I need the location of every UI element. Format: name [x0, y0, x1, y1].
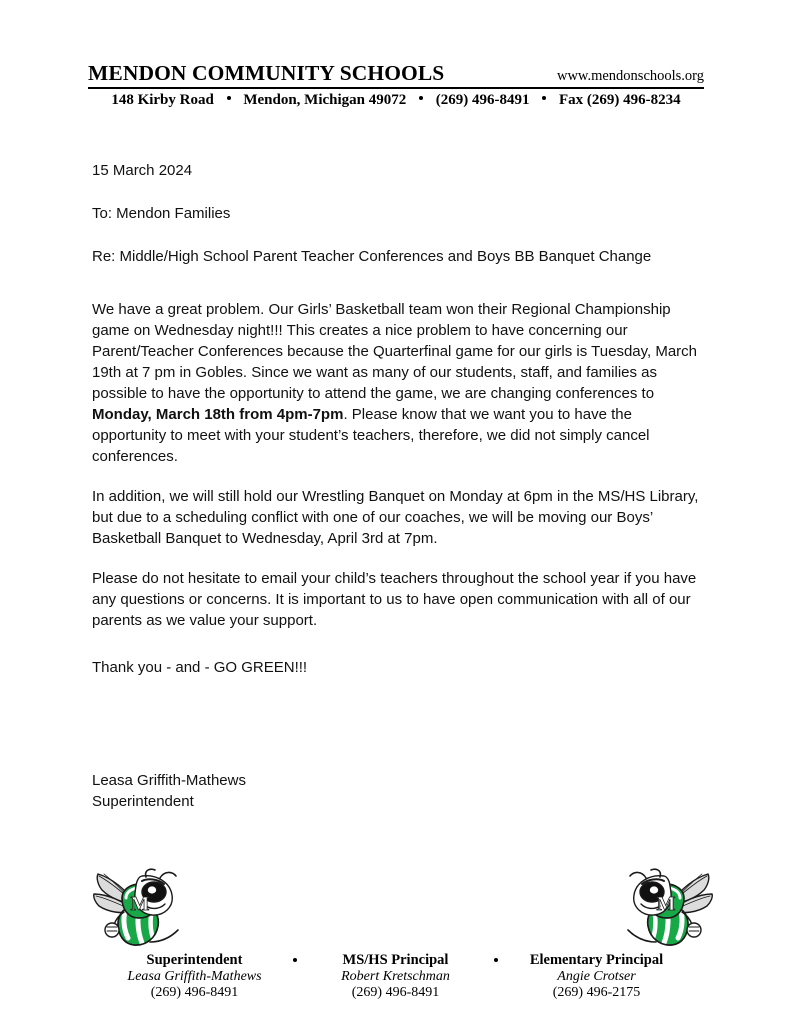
separator-dot-icon [533, 91, 555, 110]
paragraph-banquets: In addition, we will still hold our Wrestling Banquet on Monday at 6pm in the MS/HS Library, but due to a scheduling conflict with one of our coaches, we will be moving our Boys’ Basketball Banquet to Wednesday, April 3rd at 7pm. [92, 488, 699, 547]
contact-phone: (269) 496-8491 [351, 985, 440, 1000]
jersey-letter: M [130, 893, 150, 915]
letterhead-top-row [88, 62, 704, 86]
letter-date: 15 March 2024 [92, 162, 193, 179]
separator-dot-icon [483, 952, 509, 962]
contact-role: MS/HS Principal [342, 952, 449, 968]
letterhead [88, 62, 704, 109]
separator-dot-icon [282, 952, 308, 962]
school-fax: Fax (269) 496-8234 [559, 91, 681, 108]
separator-dot-icon [410, 91, 432, 110]
jersey-letter: M [656, 893, 676, 915]
letter-closing: Thank you - and - GO GREEN!!! [92, 659, 308, 676]
school-website: www.mendonschools.org [556, 68, 704, 84]
signer-name: Leasa Griffith-Mathews [92, 772, 246, 789]
conference-datetime-emphasis: Monday, March 18th from 4pm-7pm [92, 406, 344, 423]
hornet-mascot-icon-right [620, 868, 716, 954]
paragraph-communication: Please do not hesitate to email your child’s teachers throughout the school year if you have any questions or concerns. It is important to us to have open communication with all of our parents as we value your support. [92, 570, 697, 629]
footer-contact-mshs-principal [308, 952, 483, 1002]
paragraph-conferences [92, 299, 706, 467]
school-city-state-zip: Mendon, Michigan 49072 [243, 91, 407, 108]
contact-name: Angie Crotser [557, 968, 636, 984]
school-name: MENDON COMMUNITY SCHOOLS [88, 61, 445, 85]
letter-subject: Re: Middle/High School Parent Teacher Conferences and Boys BB Banquet Change [92, 248, 652, 265]
paragraph-conferences-part1: We have a great problem. Our Girls’ Basketball team won their Regional Championship game on Wednesday night!!! This creates a nice problem to have concerning our Parent/Teacher Conferences because the Quarterfinal game for our girls is Tuesday, March 19th at 7 pm in Gobles. Since we want as many of our students, staff, and families as possible to have the opportunity to attend the game, we are changing conferences to [92, 301, 698, 402]
letter-body [92, 160, 706, 812]
hornet-mascot-icon-left [90, 868, 186, 954]
signer-title: Superintendent [92, 793, 194, 810]
contact-role: Elementary Principal [529, 952, 664, 968]
contact-phone: (269) 496-8491 [150, 985, 239, 1000]
footer-contacts [0, 952, 791, 1002]
footer-contact-elementary-principal [509, 952, 684, 1002]
footer-contact-superintendent [107, 952, 282, 1002]
letterhead-divider [88, 87, 704, 89]
school-phone: (269) 496-8491 [435, 91, 530, 108]
contact-name: Leasa Griffith-Mathews [127, 968, 262, 984]
paragraph-conferences-part2: . Please know that we want you to have the opportunity to meet with your student’s teachers, therefore, we did not simply cancel conferences. [92, 406, 650, 465]
contact-name: Robert Kretschman [341, 968, 450, 984]
school-address: 148 Kirby Road [111, 91, 214, 108]
contact-phone: (269) 496-2175 [552, 985, 641, 1000]
letterhead-contact-row [88, 91, 704, 110]
contact-role: Superintendent [146, 952, 243, 968]
separator-dot-icon [218, 91, 240, 110]
letter-recipient: To: Mendon Families [92, 205, 231, 222]
